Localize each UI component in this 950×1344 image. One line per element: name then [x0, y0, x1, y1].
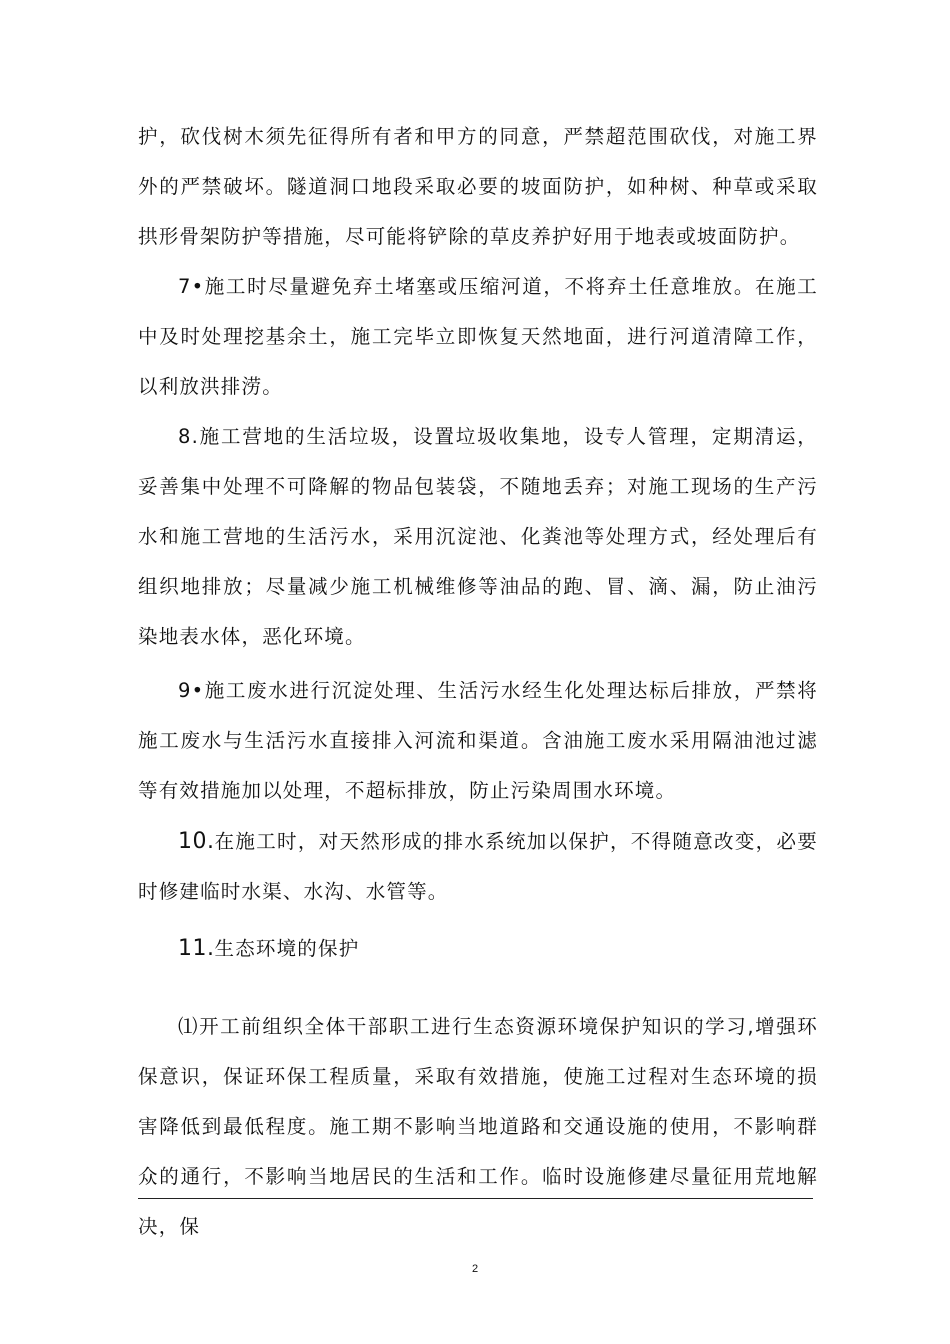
page-number: 2	[471, 1263, 479, 1275]
paragraph-item-9-wastewater: 9•施工废水进行沉淀处理、生活污水经生化处理达标后排放，严禁将施工废水与生活污水直接排入河流和渠道。含油施工废水采用隔油池过滤等有效措施加以处理，不超标排放，防止污染周围水环境。	[138, 679, 818, 802]
paragraph-item-7-spoil-disposal: 7•施工时尽量避免弃土堵塞或压缩河道，不将弃土任意堆放。在施工中及时处理挖基余土，施工完毕立即恢复天然地面，进行河道清障工作，以利放洪排涝。	[138, 275, 818, 398]
paragraph-vegetation-protection: 护，砍伐树木须先征得所有者和甲方的同意，严禁超范围砍伐，对施工界外的严禁破坏。隧道洞口地段采取必要的坡面防护，如种树、种草或采取拱形骨架防护等措施，尽可能将铲除的草皮养护好用于地表或坡面防护。	[138, 125, 818, 248]
paragraph-item-8-camp-waste: 8.施工营地的生活垃圾，设置垃圾收集地，设专人管理，定期清运，妥善集中处理不可降解的物品包装袋，不随地丢弃；对施工现场的生产污水和施工营地的生活污水，采用沉淀池、化粪池等处理方式，经处理后有组织地排放；尽量减少施工机械维修等油品的跑、冒、滴、漏，防止油污染地表水体，恶化环境。	[138, 425, 818, 648]
footer-divider	[138, 1198, 813, 1199]
item-10-number: 10.	[178, 829, 215, 854]
paragraph-ecology-training: ⑴开工前组织全体干部职工进行生态资源环境保护知识的学习,增强环保意识，保证环保工程质量，采取有效措施，使施工过程对生态环境的损害降低到最低程度。施工期不影响当地道路和交通设施的使用，不影响群众的通行，不影响当地居民的生活和工作。临时设施修建尽量征用荒地解决，保	[138, 1015, 818, 1238]
paragraph-item-11-heading	[138, 924, 818, 974]
item-10-text: 在施工时，对天然形成的排水系统加以保护，不得随意改变，必要时修建临时水渠、水沟、水管等。	[138, 830, 818, 903]
item-11-number: 11.	[178, 936, 215, 961]
paragraph-item-10-drainage	[138, 817, 818, 917]
item-11-text: 生态环境的保护	[214, 937, 360, 960]
